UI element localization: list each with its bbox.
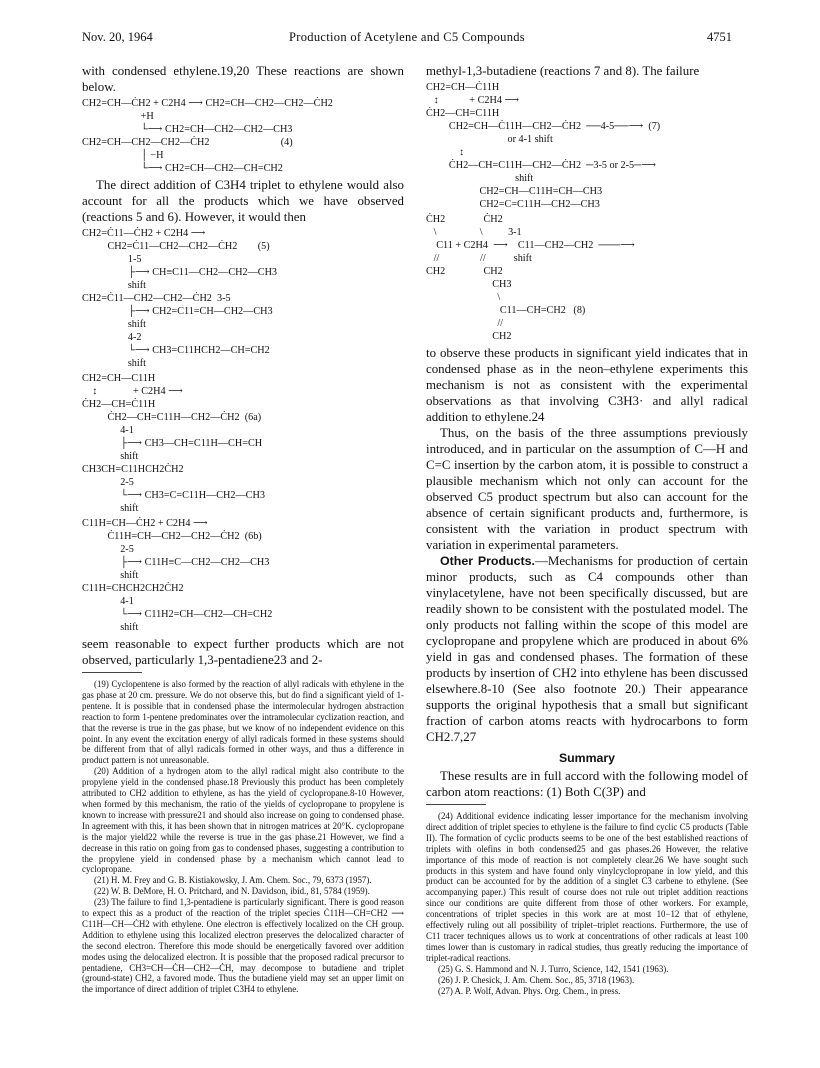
- reaction-scheme-5: CH2=Ċ11—ĊH2 + C2H4 ⟶ CH2=Ċ11—CH2—CH2—ĊH2 (5) 1-5 ├⟶ CH≡C11—CH2—CH2—CH3 shift CH2=Ċ11—CH2—CH2—ĊH2 3-5 ├⟶ CH2=C11=CH—CH2—CH3 shift 4-2 └⟶ CH3=C11HCH2—CH=CH2 shift: [82, 228, 278, 369]
- reaction-scheme-6b: C11H=CH—ĊH2 + C2H4 ⟶ Ċ11H=CH—CH2—CH2—ĊH2 (6b) 2-5 ├⟶ C11H≡C—CH2—CH2—CH3 shift C11H=CHCH2CH2ĊH2 4-1 └⟶ C11H2=CH—CH2—CH=CH2 shift: [82, 518, 273, 633]
- summary-paragraph: These results are in full accord with the following model of carbon atom reactions: (1) Both C(3P) and: [426, 769, 748, 799]
- footnote-21: (21) H. M. Frey and G. B. Kistiakowsky, J. Am. Chem. Soc., 79, 6373 (1957).: [94, 875, 372, 886]
- footnote-19: (19) Cyclopentene is also formed by the reaction of allyl radicals with ethylene in the gas phase at 20 cm. pressure. We do not observe this, but do find a significant yield of 1-pentene. It is possible that in condensed phase the intermolecular hydrogen abstraction reaction to form 1-pentene predominates over the intramolecular cyclization reaction, and that the reverse is true in the gas phase, but we know of no independent evidence on this point. In any event the excitation energy of allyl radicals formed in these systems should be different from that of allyl radicals formed in other ways, and thus a difference in product pattern is not unreasonable.: [82, 679, 404, 766]
- other-products-heading: Other Products.: [440, 554, 535, 568]
- footnote-25: (25) G. S. Hammond and N. J. Turro, Science, 142, 1541 (1963).: [438, 963, 669, 974]
- footnote-divider-right: [426, 804, 486, 805]
- other-products-text: —Mechanisms for production of certain minor products, such as C4 compounds other than vinylacetylene, have not been specifically discussed, but are readily shown to be consistent with the postulated model. The only products not falling within the scope of this model are cyclopropane and propylene which are produced in about 6% yield in gas and condensed phases. The formation of these products by insertion of CH2 into ethylene has been discussed elsewhere.8-10 (See also footnote 20.) Their appearance supports the original hypothesis that a small but significant fraction of carbon atoms reacts with hydrocarbons to form CH2.7,27: [426, 554, 748, 744]
- reaction-scheme-8: ĊH2 ĊH2 \ \ 3-1 C11 + C2H4 ⟶ C11—CH2—CH2 ───⟶ // // shift CH2 CH2 CH3 \ C11—CH=CH2 (8) // CH2: [426, 214, 635, 342]
- footnote-27: (27) A. P. Wolf, Advan. Phys. Org. Chem., in press.: [438, 985, 621, 996]
- footnote-23: (23) The failure to find 1,3-pentadiene is particularly significant. There is good reason to expect this as a product of the reaction of the triplet species Ċ11H—CH=CH2 ⟶ C11H—CH—ĊH2 with ethylene. One electron is effectively localized on the CH group. Addition to ethylene using this localized electron preserves the delocalized character of the second electron. Therefore this mode should be energetically favored over addition modes using the delocalized electron. It is possible that the proposed radical precursor to pentadiene, CH3=CH—ĊH—CH2—ĊH, may decompose to butadiene and triplet (ground-state) CH2, a favored mode. Thus the butadiene yield may set an upper limit on the importance of direct addition of triplet C3H4 to ethylene.: [82, 897, 404, 995]
- reaction-scheme-7: CH2=CH—Ċ11H ↕ + C2H4 ⟶ ĊH2—CH=C11H CH2=CH—Ċ11H—CH2—ĊH2 ──4-5──⟶ (7) or 4-1 shift ↕ ĊH2—CH=C11H—CH2—ĊH2 ─3-5 or 2-5─⟶ shift CH2=CH—C11H=CH—CH3 CH2=C=C11H—CH2—CH3: [426, 82, 661, 210]
- header-page-number: 4751: [707, 30, 732, 44]
- footnote-24: (24) Additional evidence indicating lesser importance for the mechanism involving direct addition of triplet species to ethylene is the failure to find cyclic C5 products (Table II). The formation of cyclic products seems to be one of the best established reactions of triplets with olefins in both condensed25 and gas phases.26 However, the relative importance of this mode of reaction is not completely clear.26 We have sought such products in this system and have found only vinylcyclopropane in low yield, and this product can be accounted for by the addition of a singlet C3 carbene to ethylene. (See accompanying paper.) This result of course does not rule out triplet addition reactions since our conditions are quite different from those of other workers. For example, concentrations of triplet species in this work are at most 10−12 that of ethylene, effectively ruling out all possibility of triplet–triplet reactions. Furthermore, the use of C11 tracer techniques allows us to work at concentrations of other radicals at least 100 times lower than is customary in radical studies, thus greatly reducing the importance of triplet-radical reactions.: [426, 811, 748, 963]
- left-intro: with condensed ethylene.19,20 These reactions are shown below.: [82, 64, 404, 94]
- header-date: Nov. 20, 1964: [82, 30, 153, 44]
- summary-heading: Summary: [558, 751, 616, 765]
- left-paragraph-1: The direct addition of C3H4 triplet to ethylene would also account for all the products which we have observed (reactions 5 and 6). However, it would then: [82, 178, 404, 224]
- left-column: [82, 63, 404, 995]
- right-column: [426, 63, 748, 996]
- right-paragraph-2: Thus, on the basis of the three assumptions previously introduced, and in particular on the assumption of C—H and C=C insertion by the carbon atom, it is possible to construct a plausible mechanism which not only can account for the observed C5 product spectrum but also can account for the absence of certain significant products and, furthermore, is consistent with the variation in product spectrum with variation in experimental parameters.: [426, 426, 748, 552]
- reaction-scheme-4: CH2=CH—ĊH2 + C2H4 ⟶ CH2=CH—CH2—CH2—ĊH2 +H └⟶ CH2=CH—CH2—CH2—CH3 CH2=CH—CH2—CH2—ĊH2 (4) │ −H └⟶ CH2=CH—CH2—CH=CH2: [82, 98, 333, 174]
- right-intro: methyl-1,3-butadiene (reactions 7 and 8). The failure: [426, 64, 700, 78]
- reaction-scheme-6a: CH2=CH—C11H ↕ + C2H4 ⟶ ĊH2—CH=Ċ11H ĊH2—CH=C11H—CH2—ĊH2 (6a) 4-1 ├⟶ CH3—CH=C11H—CH=CH shift CH3CH=C11HCH2ĊH2 2-5 └⟶ CH3=C=C11H—CH2—CH3 shift: [82, 373, 265, 514]
- footnote-22: (22) W. B. DeMore, H. O. Pritchard, and N. Davidson, ibid., 81, 5784 (1959).: [94, 886, 370, 897]
- other-products-paragraph: [426, 553, 748, 745]
- left-paragraph-2: seem reasonable to expect further products which are not observed, particularly 1,3-pentadiene23 and 2-: [82, 637, 404, 667]
- right-paragraph-1: to observe these products in significant yield indicates that in condensed phase as in the neon–ethylene experiments this mechanism is not as consistent with the experimental observations as that involving C3H3· and allyl radical addition to ethylene.24: [426, 346, 748, 424]
- footnote-divider: [82, 672, 142, 673]
- footnote-26: (26) J. P. Chesick, J. Am. Chem. Soc., 85, 3718 (1963).: [438, 974, 635, 985]
- footnote-20: (20) Addition of a hydrogen atom to the allyl radical might also contribute to the propylene yield in the condensed phase.18 Previously this product has been completely attributed to CH2 addition to ethylene, as has the yield of cyclopropane.8-10 However, when formed by this mechanism, the ratio of the yields of cyclopropane to propylene is known to increase with pressure21 and should also increase on going to condensed phase. In agreement with this, it has been shown that in nitrogen matrices at 20°K. cyclopropane is the major yield22 while the reverse is true in the gas phase.21 However, we find a decrease in this ratio on going from gas to condensed phases, suggesting a contribution to the propylene yield in condensed phase by a mechanism which cannot lead to cyclopropane.: [82, 766, 404, 875]
- header-title: Production of Acetylene and C5 Compounds: [289, 30, 525, 44]
